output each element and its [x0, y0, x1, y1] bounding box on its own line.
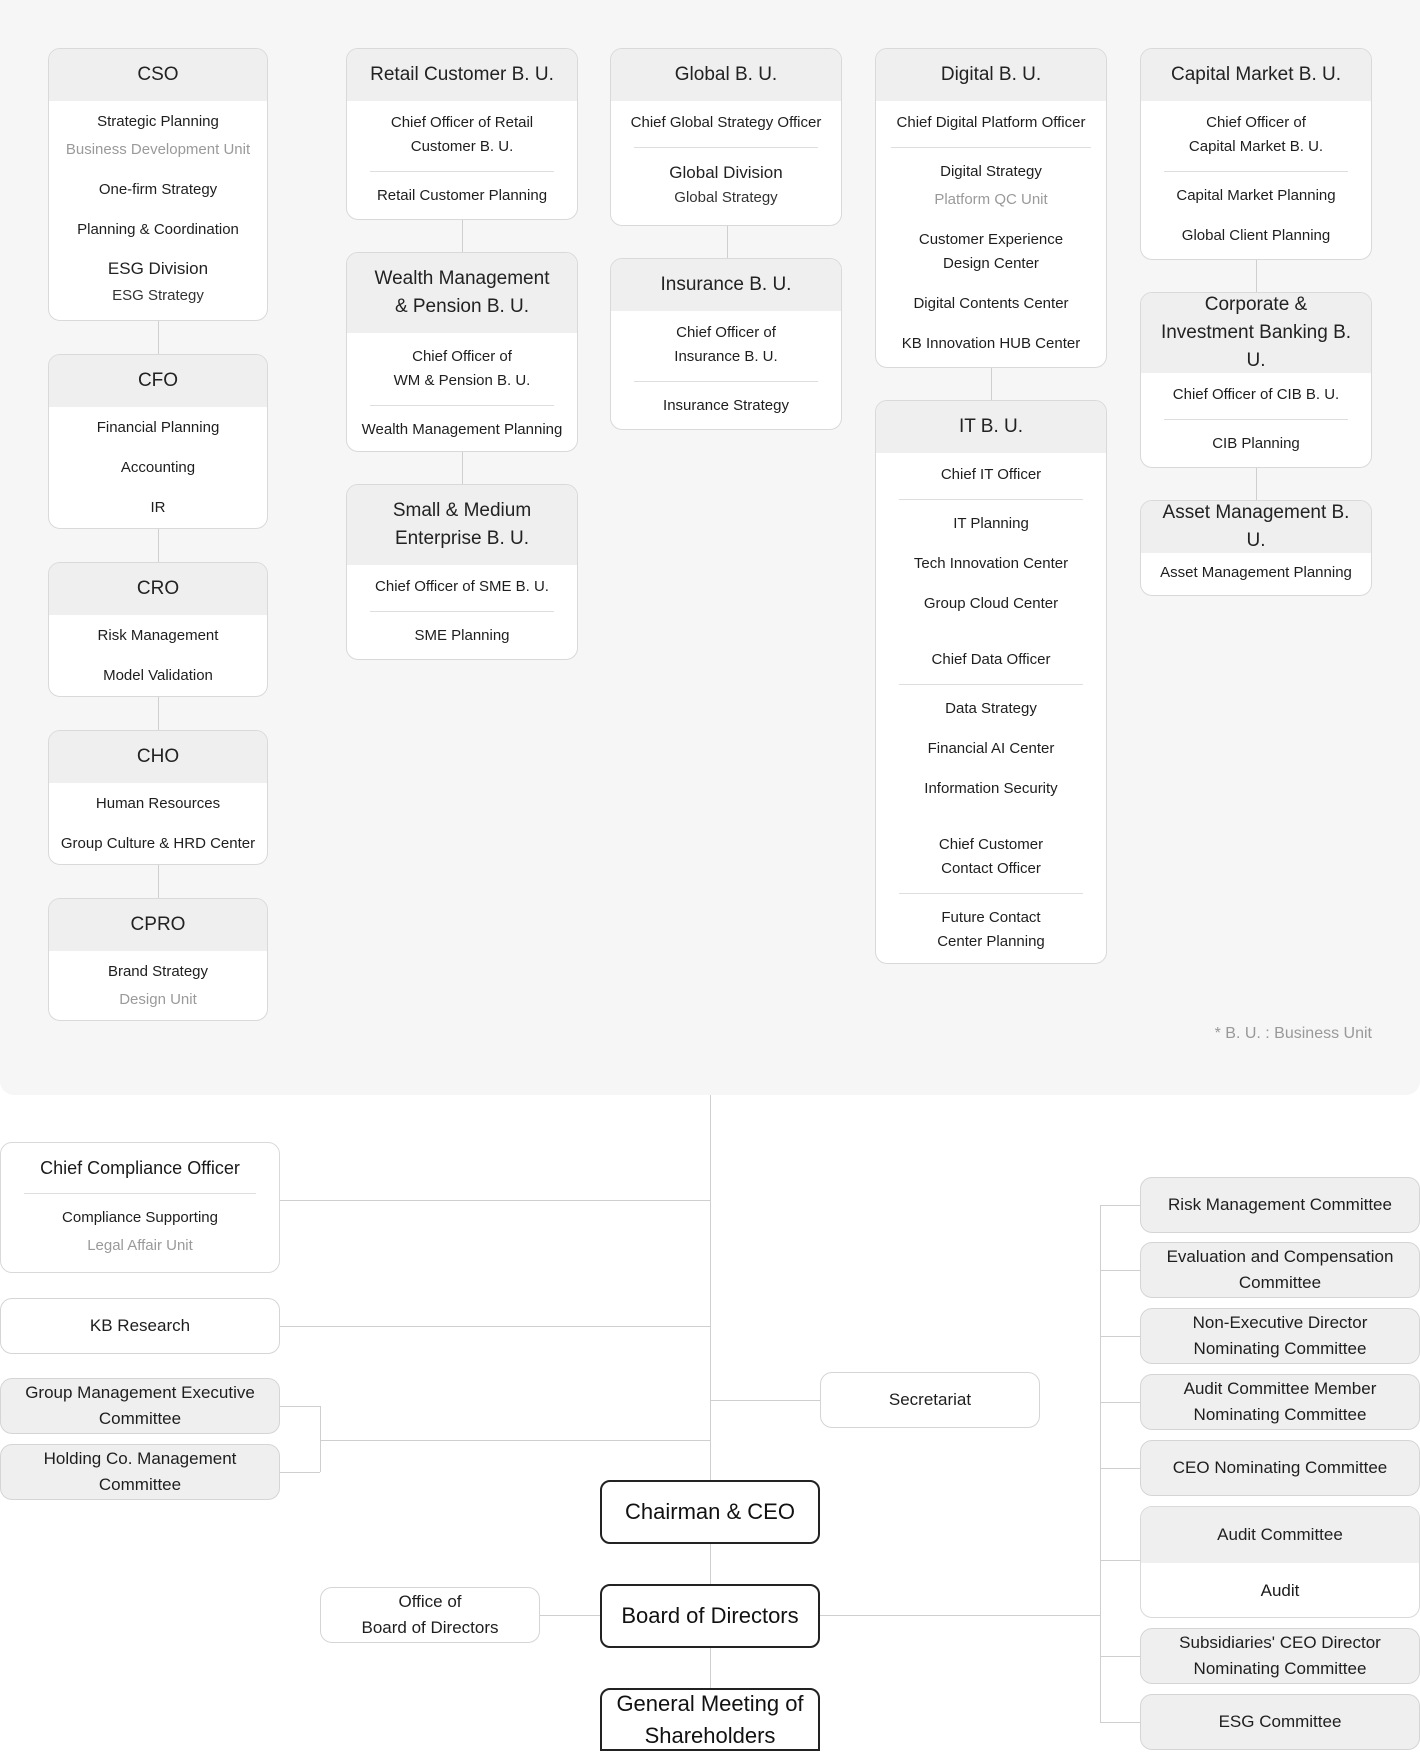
risk-committee-label: Risk Management Committee	[1168, 1195, 1392, 1214]
cfo-item: IR	[150, 499, 166, 516]
cso-item: One-firm Strategy	[98, 181, 218, 198]
digital-item: Digital Contents Center	[913, 295, 1069, 312]
separator	[1164, 171, 1348, 172]
it-item: Chief Data Officer	[931, 651, 1051, 668]
compliance-sub-item: Legal Affair Unit	[87, 1237, 193, 1254]
connector-c7	[1100, 1656, 1140, 1657]
compliance-title: Chief Compliance Officer	[40, 1158, 240, 1178]
cfo-item: Financial Planning	[96, 419, 220, 436]
global-division: Global Division	[669, 163, 783, 182]
cro-card	[48, 562, 268, 697]
business-unit-footnote: * B. U. : Business Unit	[1214, 1025, 1372, 1042]
wealth-title-line: & Pension B. U.	[394, 296, 530, 317]
connector-c2	[1100, 1270, 1140, 1271]
it-item: Contact Officer	[941, 860, 1041, 877]
insurance-item: Insurance Strategy	[663, 397, 789, 414]
audit-label: Audit	[1260, 1581, 1300, 1600]
kb-research-label: KB Research	[89, 1316, 191, 1335]
global-item: Chief Global Strategy Officer	[630, 114, 822, 131]
connector-c3	[1100, 1336, 1140, 1337]
wealth-item: WM & Pension B. U.	[393, 372, 531, 389]
separator	[370, 405, 554, 406]
connector-trunk-bottom	[710, 1646, 711, 1688]
it-item: Chief Customer	[938, 836, 1044, 853]
office-board-label: Office of	[398, 1592, 462, 1611]
cfo-title: CFO	[49, 355, 267, 407]
subsidiaries-committee-box	[1140, 1628, 1420, 1684]
compliance-card	[0, 1142, 280, 1273]
it-item: IT Planning	[953, 515, 1029, 532]
separator	[1164, 419, 1348, 420]
connector-c6	[1100, 1560, 1140, 1561]
retail-card	[346, 48, 578, 220]
wealth-title	[347, 253, 577, 333]
connector-c8	[1100, 1722, 1140, 1723]
cso-item: Planning & Coordination	[77, 221, 239, 238]
it-card	[875, 400, 1107, 964]
it-item: Future Contact	[941, 909, 1041, 926]
sme-card	[346, 484, 578, 660]
connector-trunk	[710, 1095, 711, 1480]
chairman-ceo-label: Chairman & CEO	[625, 1499, 795, 1524]
retail-item: Chief Officer of Retail	[390, 114, 534, 131]
gmec-label: Group Management Executive	[25, 1383, 255, 1402]
hcmc-box	[0, 1444, 280, 1500]
cib-item: Chief Officer of CIB B. U.	[1172, 386, 1340, 403]
cso-division: ESG Division	[107, 259, 209, 278]
wealth-item: Chief Officer of	[412, 348, 512, 365]
kb-research-box	[0, 1298, 280, 1354]
separator	[899, 684, 1083, 685]
compliance-item: Compliance Supporting	[62, 1209, 218, 1226]
separator	[370, 171, 554, 172]
connector-c5	[1100, 1468, 1140, 1469]
it-item: Center Planning	[937, 933, 1045, 950]
cpro-item: Brand Strategy	[107, 963, 209, 980]
evaluation-committee-box	[1140, 1242, 1420, 1298]
insurance-item: Insurance B. U.	[674, 348, 778, 365]
separator	[24, 1193, 256, 1194]
separator	[634, 381, 818, 382]
risk-committee-box	[1140, 1177, 1420, 1233]
asset-item: Asset Management Planning	[1160, 564, 1352, 581]
sme-title-line: Small & Medium	[392, 500, 532, 521]
shareholders-meeting-label: General Meeting of	[616, 1690, 804, 1716]
cso-item: Strategic Planning	[97, 113, 219, 130]
cro-item: Risk Management	[97, 627, 219, 644]
cho-title: CHO	[49, 731, 267, 783]
sme-title	[347, 485, 577, 565]
acm-nominating-committee-label: Audit Committee Member	[1183, 1379, 1377, 1398]
it-item: Information Security	[924, 780, 1058, 797]
it-item: Tech Innovation Center	[913, 555, 1069, 572]
separator	[891, 147, 1091, 148]
cso-sub-item: Business Development Unit	[65, 141, 251, 158]
acm-nominating-committee-box	[1140, 1374, 1420, 1430]
cho-item: Group Culture & HRD Center	[60, 835, 256, 852]
connector-board-committees	[820, 1615, 1100, 1616]
cib-title-line: Corporate &	[1204, 294, 1308, 315]
separator	[899, 893, 1083, 894]
evaluation-committee-label: Evaluation and Compensation	[1166, 1247, 1394, 1266]
connector-c4	[1100, 1402, 1140, 1403]
cfo-card	[48, 354, 268, 529]
subsidiaries-committee-label: Nominating Committee	[1193, 1659, 1367, 1678]
wealth-title-line: Wealth Management	[374, 268, 550, 289]
asset-title: Asset Management B. U.	[1141, 501, 1371, 553]
secretariat-label: Secretariat	[888, 1390, 972, 1409]
capital-item: Capital Market Planning	[1176, 187, 1336, 204]
connector-committees-left-v	[320, 1406, 321, 1472]
global-sub-item: Global Strategy	[674, 189, 778, 206]
ned-nominating-committee-box	[1140, 1308, 1420, 1364]
ceo-nominating-committee-label: CEO Nominating Committee	[1172, 1458, 1388, 1477]
cso-card	[48, 48, 268, 321]
insurance-item: Chief Officer of	[676, 324, 776, 341]
sme-item: SME Planning	[414, 627, 510, 644]
cro-item: Model Validation	[103, 667, 213, 684]
wealth-item: Wealth Management Planning	[361, 421, 563, 438]
retail-item: Retail Customer Planning	[376, 187, 548, 204]
global-title: Global B. U.	[611, 49, 841, 101]
gmec-box	[0, 1378, 280, 1434]
shareholders-meeting-label: Shareholders	[644, 1722, 776, 1748]
wealth-card	[346, 252, 578, 452]
ceo-nominating-committee-box	[1140, 1440, 1420, 1496]
digital-item: Customer Experience	[918, 231, 1064, 248]
cfo-item: Accounting	[120, 459, 196, 476]
shareholders-meeting-box	[600, 1688, 820, 1751]
secretariat-box	[820, 1372, 1040, 1428]
capital-item: Global Client Planning	[1181, 227, 1331, 244]
retail-title: Retail Customer B. U.	[347, 49, 577, 101]
connector-c1	[1100, 1205, 1140, 1206]
digital-item: Digital Strategy	[940, 163, 1042, 180]
cpro-card	[48, 898, 268, 1021]
digital-item: Chief Digital Platform Officer	[896, 114, 1086, 131]
insurance-title: Insurance B. U.	[611, 259, 841, 311]
board-of-directors-box	[600, 1584, 820, 1648]
cpro-title: CPRO	[49, 899, 267, 951]
capital-item: Capital Market B. U.	[1188, 138, 1324, 155]
it-item: Group Cloud Center	[923, 595, 1059, 612]
global-card	[610, 48, 842, 226]
audit-committee-card	[1140, 1506, 1420, 1618]
subsidiaries-committee-label: Subsidiaries' CEO Director	[1179, 1633, 1381, 1652]
separator	[370, 611, 554, 612]
office-board-box	[320, 1587, 540, 1643]
it-item: Financial AI Center	[927, 740, 1055, 757]
cso-title: CSO	[49, 49, 267, 101]
it-item: Data Strategy	[945, 700, 1037, 717]
connector-gmec	[280, 1406, 320, 1407]
esg-committee-box	[1140, 1694, 1420, 1750]
retail-item: Customer B. U.	[410, 138, 514, 155]
connector-kb-research	[280, 1326, 710, 1327]
connector-secretariat	[710, 1400, 820, 1401]
esg-committee-label: ESG Committee	[1218, 1712, 1342, 1731]
asset-card	[1140, 500, 1372, 596]
chairman-ceo-box	[600, 1480, 820, 1544]
cro-title: CRO	[49, 563, 267, 615]
acm-nominating-committee-label: Nominating Committee	[1193, 1405, 1367, 1424]
sme-item: Chief Officer of SME B. U.	[375, 578, 549, 595]
capital-item: Chief Officer of	[1206, 114, 1306, 131]
evaluation-committee-label: Committee	[1238, 1273, 1322, 1292]
ned-nominating-committee-label: Nominating Committee	[1193, 1339, 1367, 1358]
cso-sub-item: ESG Strategy	[112, 287, 204, 304]
connector-committees-left	[320, 1440, 710, 1441]
separator	[634, 147, 818, 148]
hcmc-label: Holding Co. Management	[43, 1449, 237, 1468]
cib-card	[1140, 292, 1372, 468]
it-title: IT B. U.	[876, 401, 1106, 453]
sme-title-line: Enterprise B. U.	[394, 528, 530, 549]
separator	[899, 499, 1083, 500]
ned-nominating-committee-label: Non-Executive Director	[1192, 1313, 1368, 1332]
cho-item: Human Resources	[95, 795, 221, 812]
capital-title: Capital Market B. U.	[1141, 49, 1371, 101]
connector-office-board	[540, 1615, 602, 1616]
digital-title: Digital B. U.	[876, 49, 1106, 101]
cib-item: CIB Planning	[1212, 435, 1300, 452]
insurance-card	[610, 258, 842, 430]
cib-title	[1141, 293, 1371, 373]
capital-card	[1140, 48, 1372, 260]
connector-trunk-lower	[710, 1542, 711, 1584]
gmec-label: Committee	[98, 1409, 182, 1428]
cho-card	[48, 730, 268, 865]
digital-card	[875, 48, 1107, 368]
office-board-label: Board of Directors	[361, 1618, 499, 1637]
audit-committee-label: Audit Committee	[1141, 1507, 1419, 1563]
it-item: Chief IT Officer	[940, 466, 1042, 483]
connector-committee-bus	[1100, 1205, 1101, 1722]
digital-item: Design Center	[943, 255, 1039, 272]
board-of-directors-label: Board of Directors	[621, 1603, 799, 1628]
digital-item: KB Innovation HUB Center	[901, 335, 1081, 352]
cpro-sub-item: Design Unit	[119, 991, 197, 1008]
hcmc-label: Committee	[98, 1475, 182, 1494]
digital-sub-item: Platform QC Unit	[934, 191, 1048, 208]
cib-title-line: Investment Banking B. U.	[1160, 322, 1352, 371]
connector-hcmc	[280, 1472, 320, 1473]
connector-compliance	[280, 1200, 710, 1201]
